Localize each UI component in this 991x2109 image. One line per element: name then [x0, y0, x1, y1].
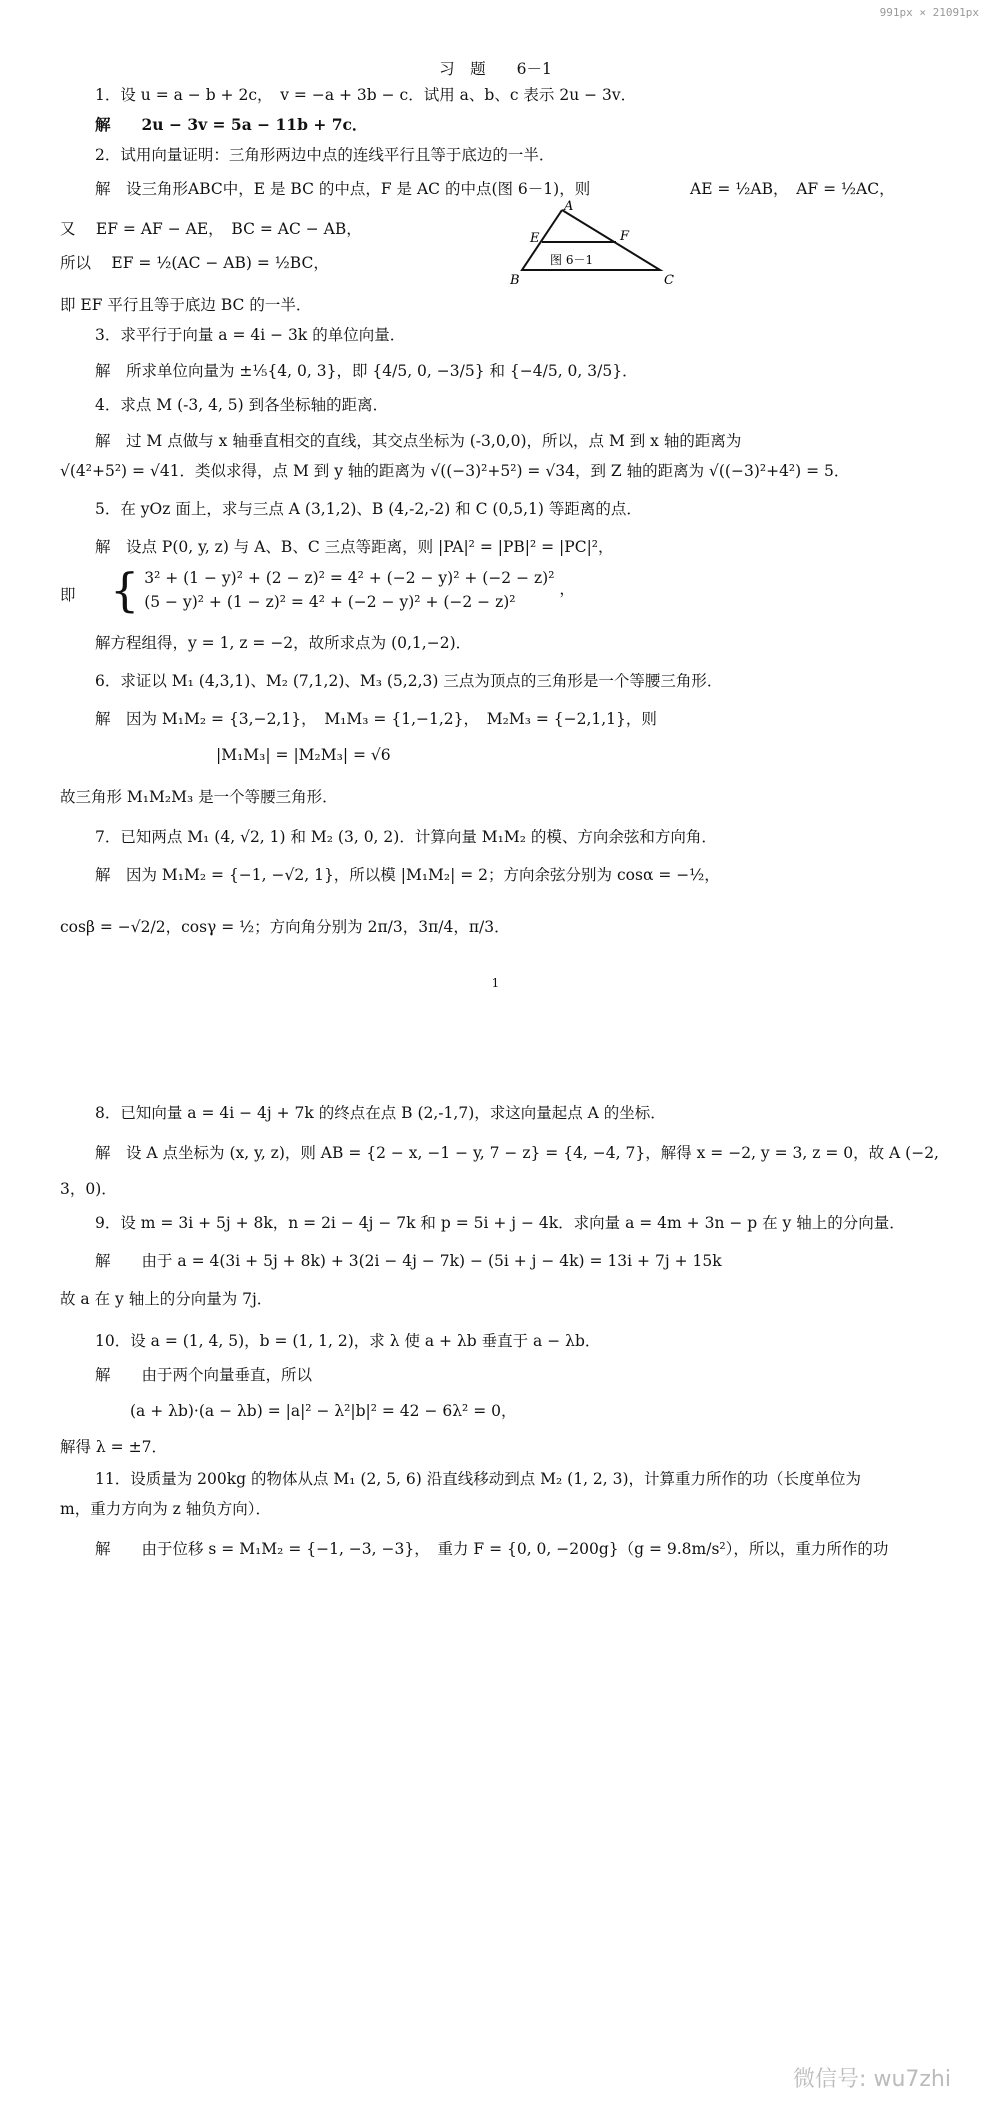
page-number: 1 [491, 976, 500, 990]
solution-6-conclusion: 故三角形 M₁M₂M₃ 是一个等腰三角形． [60, 788, 338, 806]
problem-10: 10．设 a = (1, 4, 5)，b = (1, 1, 2)，求 λ 使 a + λb 垂直于 a − λb． [95, 1332, 601, 1350]
solution-11: 解 由于位移 s = M₁M₂ = {−1, −3, −3}， 重力 F = {0, 0, −200g}（g = 9.8m/s²），所以，重力所作的功 [95, 1540, 889, 1558]
vertex-f-label: F [620, 229, 630, 244]
problem-2: 2．试用向量证明：三角形两边中点的连线平行且等于底边的一半． [95, 146, 555, 164]
solution-1: 解 2u − 3v = 5a − 11b + 7c． [95, 115, 368, 134]
vertex-e-label: E [530, 231, 540, 246]
solution-5-setup: 解 设点 P(0, y, z) 与 A、B、C 三点等距离，则 |PA|² = |PB|² = |PC|²， [95, 538, 614, 556]
problem-6: 6．求证以 M₁ (4,3,1)、M₂ (7,1,2)、M₃ (5,2,3) 三点为顶点的三角形是一个等腰三角形． [95, 672, 723, 690]
vertex-a-label: A [564, 199, 574, 214]
problem-9: 9．设 m = 3i + 5j + 8k，n = 2i − 4j − 7k 和 p = 5i + j − 4k．求向量 a = 4m + 3n − p 在 y 轴上的分向量． [95, 1214, 905, 1232]
exercise-title: 习 题 6－1 [439, 60, 552, 78]
solution-10-result: 解得 λ = ±7． [60, 1438, 167, 1456]
solution-7-line-1: 解 因为 M₁M₂ = {−1, −√2, 1}，所以模 |M₁M₂| = 2；方向余弦分别为 cosα = −½， [95, 866, 720, 884]
problem-11-line-2: m，重力方向为 z 轴负方向）． [60, 1500, 271, 1518]
vertex-b-label: B [510, 273, 520, 288]
dimension-label: 991px × 21091px [879, 6, 979, 19]
figure-caption: 图 6－1 [550, 253, 594, 267]
solution-9-line-2: 故 a 在 y 轴上的分向量为 7j． [60, 1290, 273, 1308]
solution-4-line-2: √(4²+5²) = √41．类似求得，点 M 到 y 轴的距离为 √((−3)²+5²) = √34，到 Z 轴的距离为 √((−3)²+4²) = 5． [60, 462, 850, 480]
solution-5-result: 解方程组得，y = 1, z = −2，故所求点为 (0,1,−2)． [95, 634, 472, 652]
solution-9-line-1: 解 由于 a = 4(3i + 5j + 8k) + 3(2i − 4j − 7k) − (5i + j − 4k) = 13i + 7j + 15k [95, 1252, 722, 1270]
equation-2: (5 − y)² + (1 − z)² = 4² + (−2 − y)² + (−2 − z)² [144, 593, 516, 611]
problem-5: 5．在 yOz 面上，求与三点 A (3,1,2)、B (4,-2,-2) 和 C (0,5,1) 等距离的点． [95, 500, 642, 518]
solution-10-equation: (a + λb)·(a − λb) = |a|² − λ²|b|² = 42 − 6λ² = 0， [130, 1402, 517, 1420]
solution-2-therefore: 所以 EF = ½(AC − AB) = ½BC， [60, 254, 329, 272]
equation-1: 3² + (1 − y)² + (2 − z)² = 4² + (−2 − y)² + (−2 − z)² [144, 569, 555, 587]
solution-5-ji: 即 [60, 586, 76, 604]
solution-2-intro: 解 设三角形ABC中，E 是 BC 的中点，F 是 AC 的中点(图 6－1)，则 [95, 180, 591, 198]
solution-8-line-2: 3，0)． [60, 1180, 117, 1198]
solution-10-line-1: 解 由于两个向量垂直，所以 [95, 1366, 313, 1384]
solution-3: 解 所求单位向量为 ±⅕{4, 0, 3}，即 {4/5, 0, −3/5} 和 {−4/5, 0, 3/5}． [95, 362, 638, 380]
vertex-c-label: C [664, 273, 674, 288]
equation-system: { 3² + (1 − y)² + (2 − z)² = 4² + (−2 − y)² + (−2 − z)² (5 − y)² + (1 − z)² = 4² + (−2 − y)² + (−2 − z)² ， [110, 563, 575, 617]
problem-4: 4．求点 M (-3, 4, 5) 到各坐标轴的距离． [95, 396, 389, 414]
solution-6-equal-moduli: |M₁M₃| = |M₂M₃| = √6 [216, 746, 391, 764]
solution-2-vectors: AE = ½AB， AF = ½AC， [690, 180, 895, 198]
problem-7: 7．已知两点 M₁ (4, √2, 1) 和 M₂ (3, 0, 2)．计算向量 M₁M₂ 的模、方向余弦和方向角． [95, 828, 717, 846]
solution-2-also: 又 EF = AF − AE， BC = AC − AB， [60, 220, 362, 238]
watermark: 微信号: wu7zhi [793, 2067, 951, 2092]
solution-6-vectors: 解 因为 M₁M₂ = {3,−2,1}， M₁M₃ = {1,−1,2}， M₂M₃ = {−2,1,1}，则 [95, 710, 657, 728]
solution-8-line-1: 解 设 A 点坐标为 (x, y, z)，则 AB = {2 − x, −1 − y, 7 − z} = {4, −4, 7}，解得 x = −2, y = 3, z = 0，故 A (−2, [95, 1144, 939, 1162]
problem-11-line-1: 11．设质量为 200kg 的物体从点 M₁ (2, 5, 6) 沿直线移动到点 M₂ (1, 2, 3)，计算重力所作的功（长度单位为 [95, 1470, 862, 1488]
problem-3: 3．求平行于向量 a = 4i − 3k 的单位向量． [95, 326, 406, 344]
solution-4-line-1: 解 过 M 点做与 x 轴垂直相交的直线，其交点坐标为 (-3,0,0)，所以，点 M 到 x 轴的距离为 [95, 432, 742, 450]
problem-8: 8．已知向量 a = 4i − 4j + 7k 的终点在点 B (2,-1,7)，求这向量起点 A 的坐标． [95, 1104, 666, 1122]
problem-1: 1．设 u = a − b + 2c， v = −a + 3b − c．试用 a、b、c 表示 2u − 3v． [95, 86, 637, 104]
solution-7-line-2: cosβ = −√2/2，cosγ = ½；方向角分别为 2π/3，3π/4，π/3． [60, 918, 510, 936]
solution-2-conclusion: 即 EF 平行且等于底边 BC 的一半． [60, 296, 312, 314]
triangle-figure [500, 198, 690, 290]
